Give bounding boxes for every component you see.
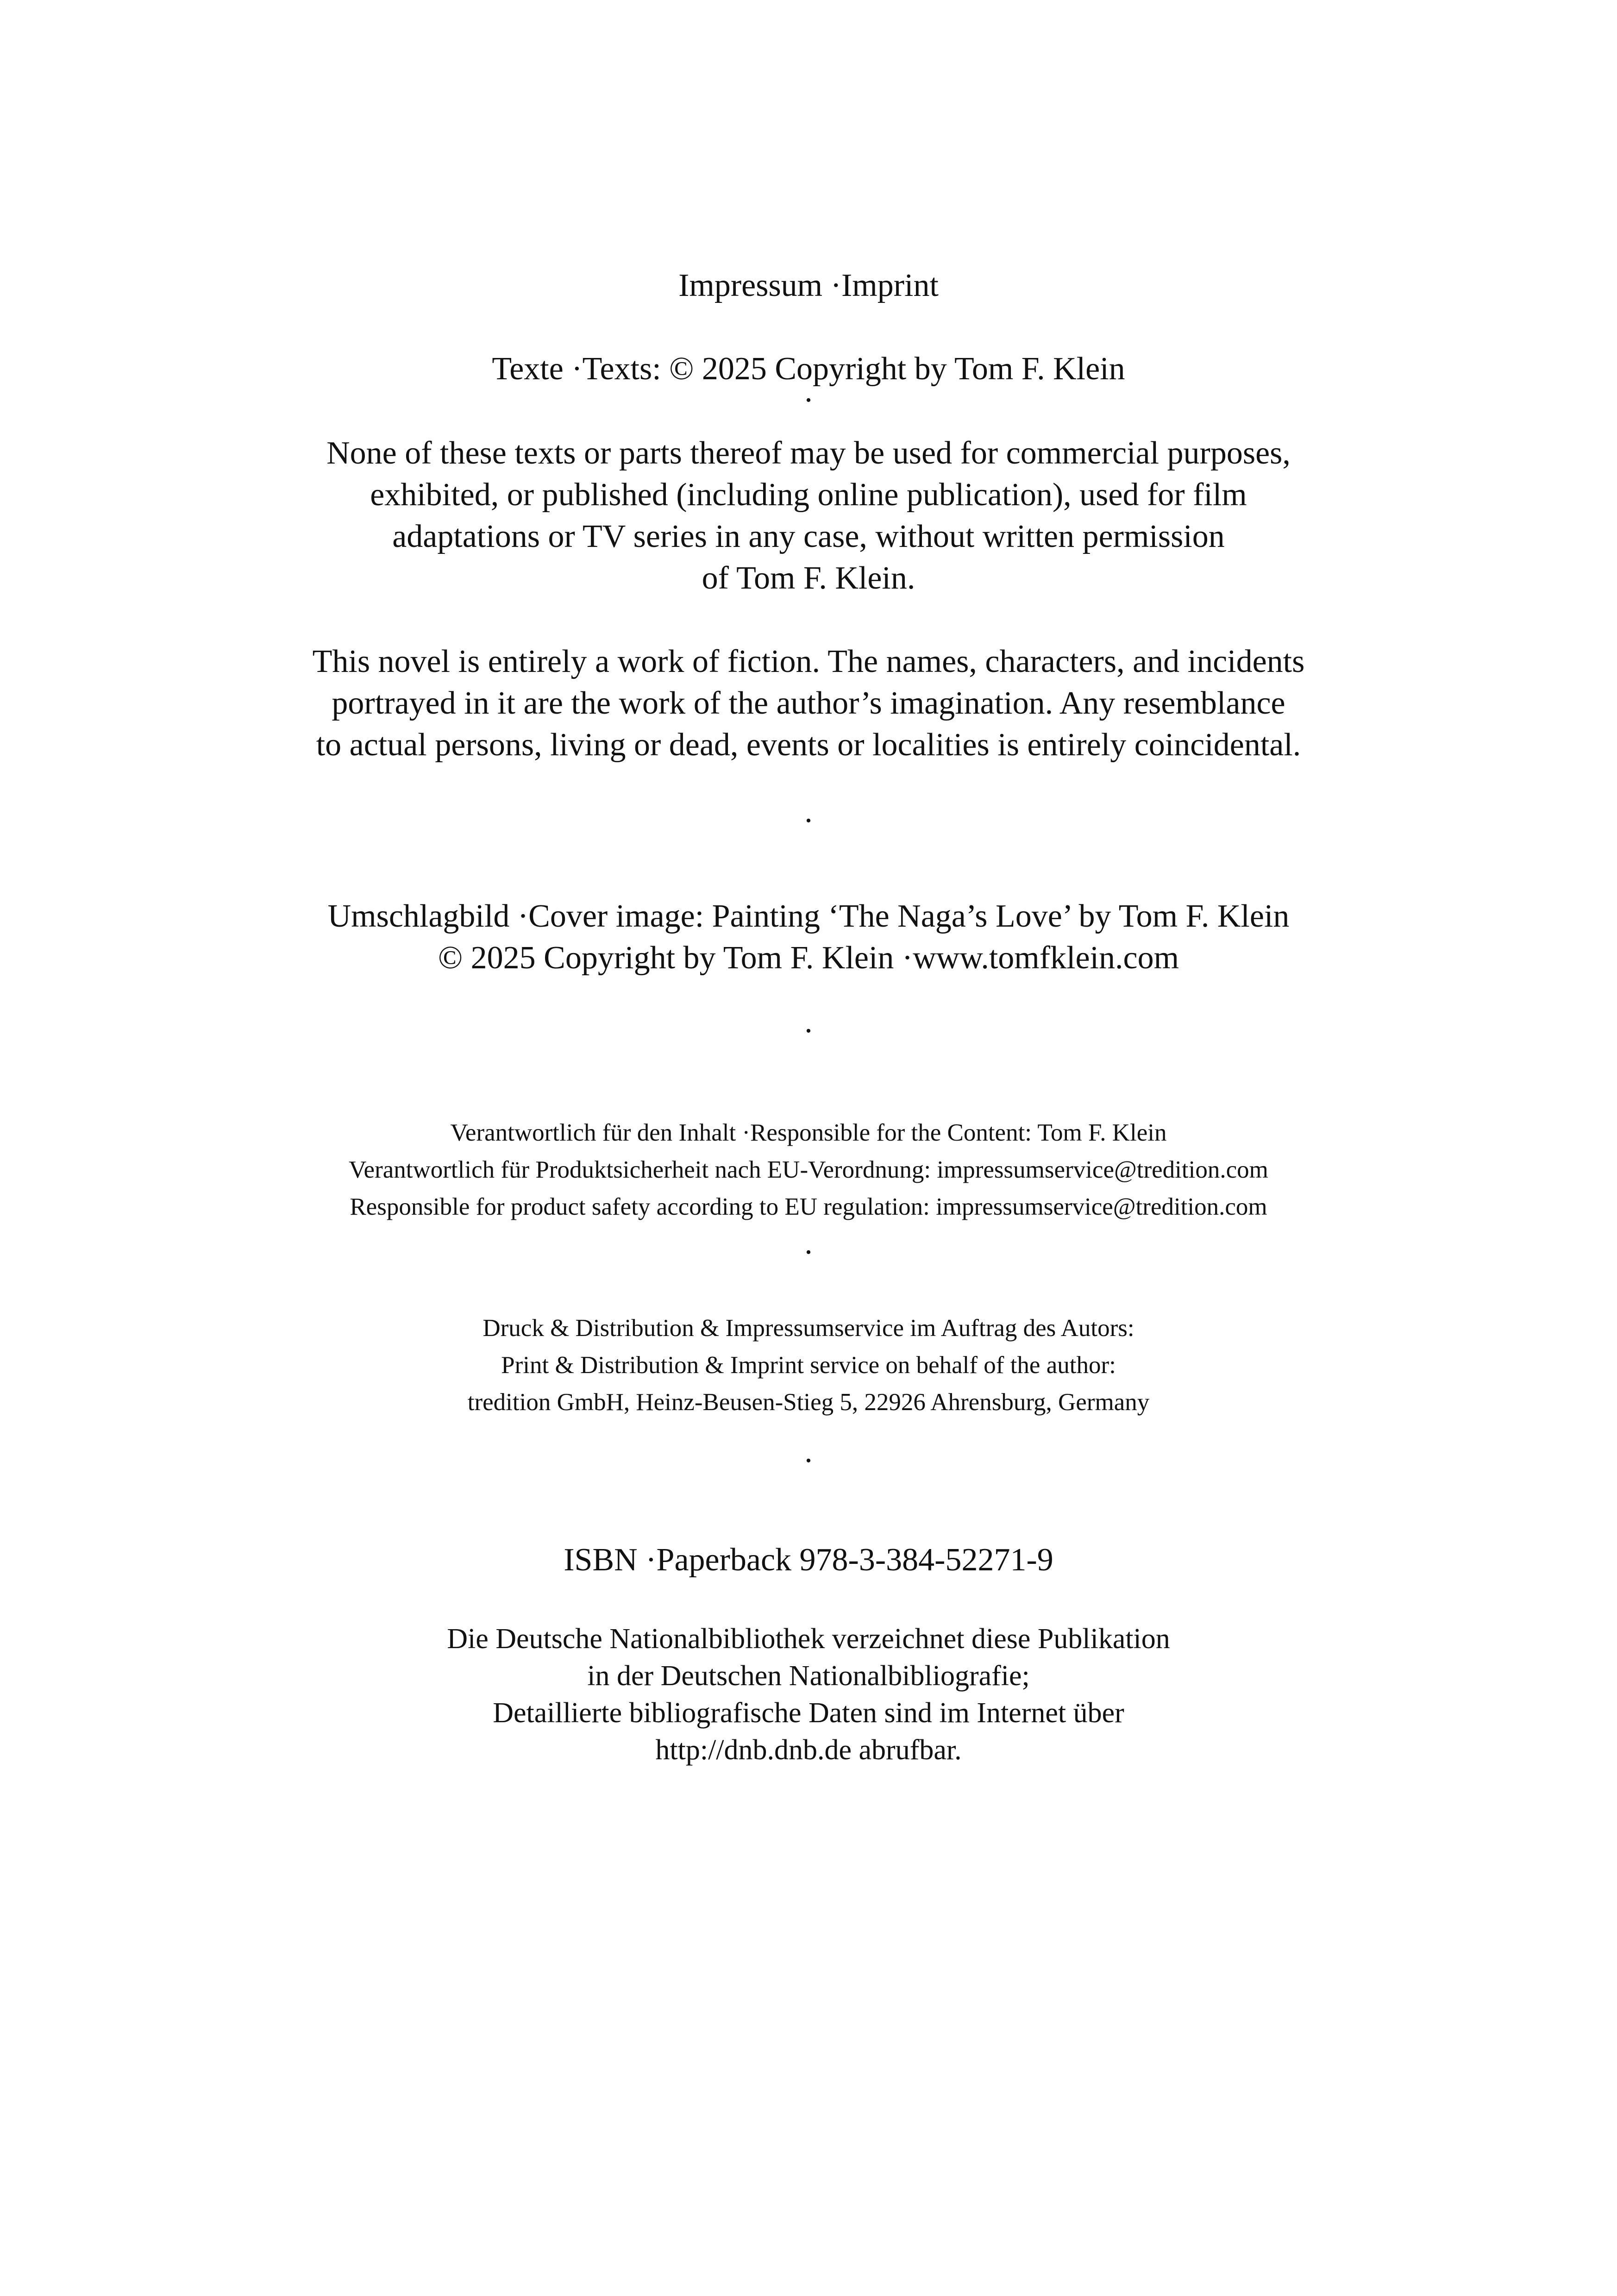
fiction-line: This novel is entirely a work of fiction. The names, characters, and incidents	[312, 644, 1305, 679]
rights-line: None of these texts or parts thereof may be used for commercial purposes,	[326, 435, 1291, 471]
fiction-line: portrayed in it are the work of the author’s imagination. Any resemblance	[332, 685, 1285, 721]
cover-line: © 2025 Copyright by Tom F. Klein ·www.tomfklein.com	[438, 940, 1179, 976]
responsible-line: Verantwortlich für Produktsicherheit nach EU-Verordnung: impressumservice@tredition.com	[349, 1156, 1268, 1183]
separator-dot-1: ·	[803, 383, 814, 418]
isbn-line: ISBN ·Paperback 978-3-384-52271-9	[564, 1542, 1053, 1578]
separator-dot-4: .	[804, 1225, 813, 1261]
print-line: Druck & Distribution & Impressumservice im Auftrag des Autors:	[483, 1315, 1134, 1342]
imprint-heading: Impressum ·Imprint	[678, 268, 939, 303]
responsible-line: Responsible for product safety according to EU regulation: impressumservice@tredition.com	[350, 1193, 1267, 1220]
print-line: tredition GmbH, Heinz-Beusen-Stieg 5, 22926 Ahrensburg, Germany	[467, 1389, 1150, 1416]
rights-line: adaptations or TV series in any case, without written permission	[392, 519, 1225, 554]
rights-line: of Tom F. Klein.	[702, 560, 915, 596]
rights-line: exhibited, or published (including online publication), used for film	[370, 477, 1247, 513]
dnb-line: Die Deutsche Nationalbibliothek verzeichnet diese Publikation	[447, 1623, 1170, 1655]
cover-line: Umschlagbild ·Cover image: Painting ‘The Naga’s Love’ by Tom F. Klein	[327, 898, 1290, 934]
dnb-line: http://dnb.dnb.de abrufbar.	[655, 1734, 962, 1766]
fiction-line: to actual persons, living or dead, events or localities is entirely coincidental.	[316, 727, 1301, 763]
separator-dot-5: .	[804, 1434, 813, 1469]
separator-dot-3: .	[804, 1004, 813, 1040]
responsible-line: Verantwortlich für den Inhalt ·Responsible for the Content: Tom F. Klein	[450, 1119, 1167, 1146]
print-line: Print & Distribution & Imprint service on behalf of the author:	[501, 1352, 1116, 1379]
dnb-line: in der Deutschen Nationalbibliografie;	[587, 1660, 1030, 1692]
separator-dot-2: .	[804, 794, 813, 829]
dnb-line: Detaillierte bibliografische Daten sind im Internet über	[493, 1697, 1124, 1729]
texts-copyright: Texte ·Texts: © 2025 Copyright by Tom F. Klein	[492, 351, 1125, 387]
